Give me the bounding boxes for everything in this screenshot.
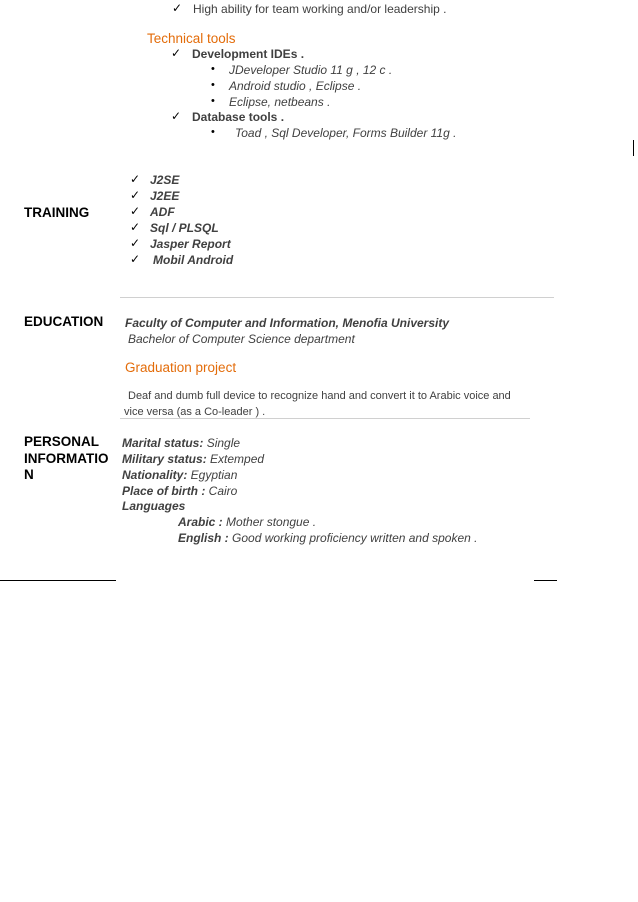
arabic-value: Mother stongue . (222, 515, 317, 529)
db-tool-item: Toad , Sql Developer, Forms Builder 11g . (235, 126, 457, 140)
languages-label: Languages (122, 499, 186, 513)
footer-rule-left (0, 580, 116, 581)
bullet-icon: • (211, 126, 215, 138)
check-icon: ✓ (130, 172, 141, 186)
section-divider (120, 418, 530, 419)
ide-item: Android studio , Eclipse . (229, 79, 362, 93)
db-tools-label: Database tools . (192, 110, 285, 124)
nationality-row (122, 468, 237, 482)
team-skill-line: High ability for team working and/or leadership . (193, 2, 447, 16)
check-icon: ✓ (130, 252, 141, 266)
training-title: TRAINING (24, 205, 90, 220)
military-status-value: Extemped (206, 452, 265, 466)
english-value: Good working proficiency written and spoken . (228, 531, 478, 545)
training-item: J2SE (150, 173, 180, 187)
ide-item: JDeveloper Studio 11 g , 12 c . (229, 63, 393, 77)
bullet-icon: • (211, 63, 215, 75)
technical-tools-heading: Technical tools (147, 31, 236, 46)
training-item: Jasper Report (150, 237, 231, 251)
project-description-line1: Deaf and dumb full device to recognize hand and convert it to Arabic voice and (128, 390, 511, 402)
personal-title-line1: PERSONAL (24, 434, 100, 449)
marital-status-label: Marital status: (122, 436, 204, 450)
birth-place-label: Place of birth : (122, 484, 206, 498)
training-item: J2EE (150, 189, 180, 203)
training-item: Sql / PLSQL (150, 221, 219, 235)
footer-rule-right (534, 580, 557, 581)
check-icon: ✓ (171, 109, 182, 123)
check-icon: ✓ (171, 46, 182, 60)
english-row (178, 531, 477, 545)
check-icon: ✓ (130, 236, 141, 250)
section-divider (120, 297, 554, 298)
check-icon: ✓ (172, 1, 183, 15)
military-status-label: Military status: (122, 452, 207, 466)
faculty-line: Faculty of Computer and Information, Menofia University (125, 316, 450, 330)
nationality-label: Nationality: (122, 468, 188, 482)
military-status-row (122, 452, 264, 466)
birth-place-row (122, 484, 237, 498)
text-cursor (633, 140, 634, 156)
marital-status-value: Single (203, 436, 241, 450)
bullet-icon: • (211, 95, 215, 107)
training-item: ADF (150, 205, 175, 219)
department-line: Bachelor of Computer Science department (128, 332, 355, 346)
birth-place-value: Cairo (205, 484, 238, 498)
training-item: Mobil Android (153, 253, 234, 267)
arabic-row (178, 515, 316, 529)
nationality-value: Egyptian (187, 468, 238, 482)
english-label: English : (178, 531, 229, 545)
check-icon: ✓ (130, 220, 141, 234)
ides-label: Development IDEs . (192, 47, 305, 61)
project-description-line2: vice versa (as a Co-leader ) . (124, 406, 266, 418)
check-icon: ✓ (130, 204, 141, 218)
bullet-icon: • (211, 79, 215, 91)
personal-title-line3: N (24, 467, 34, 482)
marital-status-row (122, 436, 240, 450)
personal-title-line2: INFORMATIO (24, 451, 109, 466)
graduation-project-heading: Graduation project (125, 360, 237, 375)
check-icon: ✓ (130, 188, 141, 202)
ide-item: Eclipse, netbeans . (229, 95, 331, 109)
arabic-label: Arabic : (178, 515, 223, 529)
education-title: EDUCATION (24, 314, 104, 329)
